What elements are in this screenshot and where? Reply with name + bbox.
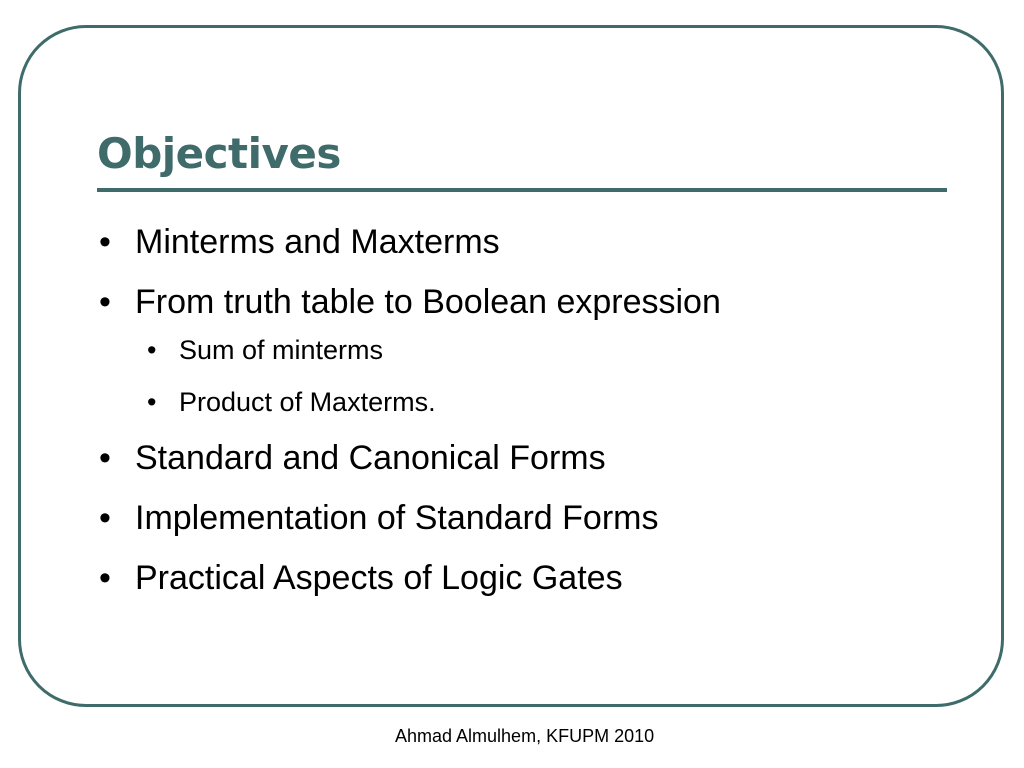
sub-list-item-label: Sum of minterms <box>179 335 384 365</box>
list-item <box>97 278 721 326</box>
list-item-label: From truth table to Boolean expression <box>135 283 721 321</box>
list-item <box>97 494 721 542</box>
title-underline <box>97 188 947 192</box>
list-item-label: Practical Aspects of Logic Gates <box>135 559 623 597</box>
list-item-label: Implementation of Standard Forms <box>135 499 659 537</box>
bullet-icon: • <box>99 283 111 321</box>
sub-list-item <box>97 332 721 368</box>
bullet-icon: • <box>99 439 111 477</box>
list-item <box>97 554 721 602</box>
slide-footer: Ahmad Almulhem, KFUPM 2010 <box>395 726 655 746</box>
bullet-icon: • <box>147 387 157 417</box>
sub-list-item <box>97 384 721 420</box>
list-item <box>97 218 721 266</box>
list-item-label: Minterms and Maxterms <box>135 223 500 261</box>
sub-list-item-label: Product of Maxterms. <box>179 387 436 417</box>
list-item-label: Standard and Canonical Forms <box>135 439 606 477</box>
bullet-icon: • <box>99 559 111 597</box>
slide-title: Objectives <box>97 129 341 178</box>
bullet-icon: • <box>99 223 111 261</box>
list-item <box>97 434 721 482</box>
objectives-list <box>97 218 721 614</box>
bullet-icon: • <box>147 335 157 365</box>
bullet-icon: • <box>99 499 111 537</box>
